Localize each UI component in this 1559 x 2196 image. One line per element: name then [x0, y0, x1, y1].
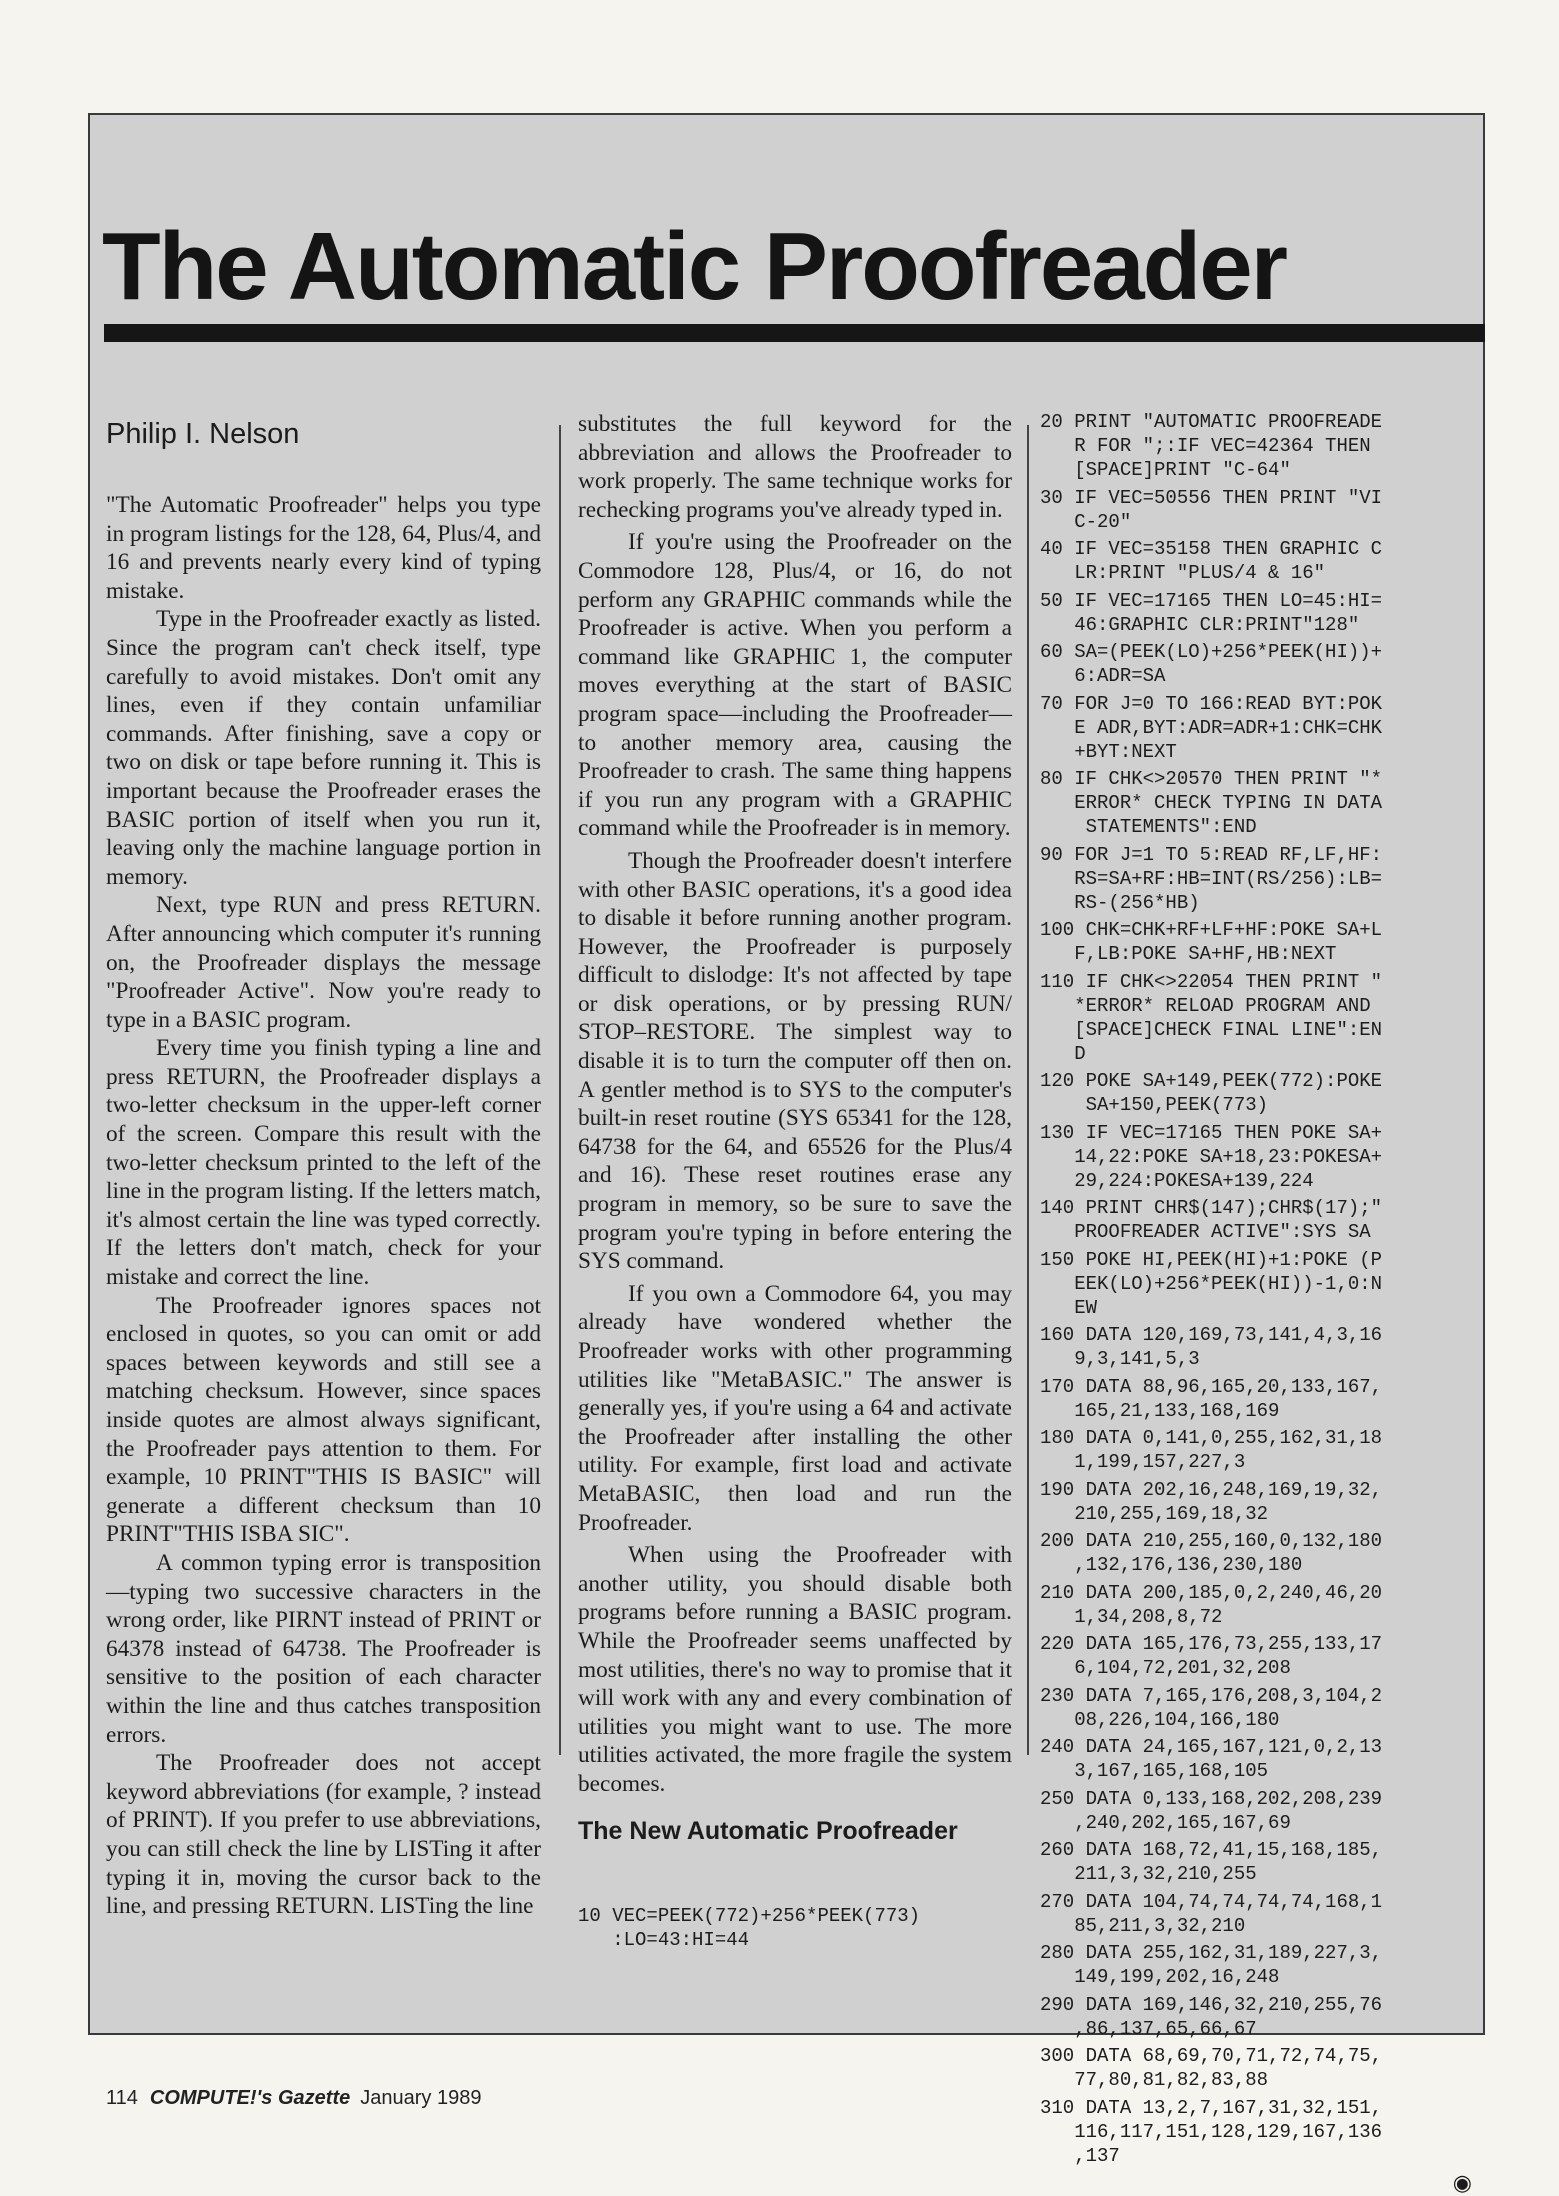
- listing-line: 310 DATA 13,2,7,167,31,32,151, 116,117,151,128,129,167,136 ,137: [1040, 2096, 1383, 2167]
- column-1-text: [106, 491, 541, 1921]
- listing-heading: The New Automatic Proofreader: [578, 1816, 958, 1845]
- article-title: The Automatic Proofreader: [102, 213, 1286, 320]
- listing-line: 200 DATA 210,255,160,0,132,180 ,132,176,136,230,180: [1040, 1530, 1383, 1576]
- paragraph: Next, type RUN and press RETURN. After announcing which computer it's running on, the Proofreader displays the message "Proofreader Active". Now you're ready to type in a BASIC program.: [106, 892, 541, 1033]
- listing-line: 260 DATA 168,72,41,15,168,185, 211,3,32,210,255: [1040, 1839, 1383, 1885]
- paragraph: When using the Proofreader with another utility, you should disable both programs before running a BASIC program. While the Proofreader seems unaffected by most utilities, there's no way to promise that it will work with any and every combination of utilities you might want to use. The more utilities activated, the more fragile the system becomes.: [578, 1542, 1012, 1797]
- listing-line: 220 DATA 165,176,73,255,133,17 6,104,72,201,32,208: [1040, 1633, 1383, 1679]
- listing-line: 70 FOR J=0 TO 166:READ BYT:POK E ADR,BYT:ADR=ADR+1:CHK=CHK +BYT:NEXT: [1040, 692, 1383, 763]
- listing-line: 140 PRINT CHR$(147);CHR$(17);" PROOFREADER ACTIVE":SYS SA: [1040, 1197, 1383, 1243]
- listing-line: 250 DATA 0,133,168,202,208,239 ,240,202,165,167,69: [1040, 1787, 1383, 1834]
- author-byline: Philip I. Nelson: [106, 418, 300, 450]
- listing-line: 120 POKE SA+149,PEEK(772):POKE SA+150,PEEK(773): [1040, 1070, 1383, 1116]
- column-2-text: [578, 410, 1012, 1799]
- title-rule: [104, 324, 1485, 342]
- paragraph: Though the Proofreader doesn't interfere with other BASIC operations, it's a good idea to disable it before running another program. However, the Proofreader is purposely difficult to dislodge: It's not affected by tape or disk operations, or by pressing RUN/ STOP–RESTORE. The simplest way to disable it is to turn the computer off then on. A gentler method is to SYS to the computer's built-in reset routine (SYS 65341 for the 128, 64738 for the 64, and 65526 for the Plus/4 and 16). These reset routines erase any program in memory, so be sure to save the program you're typing in before entering the SYS command.: [578, 847, 1012, 1275]
- listing-line: 130 IF VEC=17165 THEN POKE SA+ 14,22:POKE SA+18,23:POKESA+ 29,224:POKESA+139,224: [1040, 1121, 1383, 1192]
- listing-line: 180 DATA 0,141,0,255,162,31,18 1,199,157,227,3: [1040, 1427, 1383, 1473]
- listing-line: 290 DATA 169,146,32,210,255,76 ,86,137,65,66,67: [1040, 1993, 1383, 2040]
- listing-line: 30 IF VEC=50556 THEN PRINT "VI C-20": [1040, 486, 1383, 533]
- program-listing: [578, 1856, 1012, 2000]
- paragraph: Type in the Proofreader exactly as listed. Since the program can't check itself, type carefully to avoid mistakes. Don't omit any lines, even if they contain unfamiliar commands. After finishing, save a copy or two on disk or tape before running it. This is important because the Proofreader erases the BASIC portion of itself when you run it, leaving only the machine language portion in memory.: [106, 606, 541, 890]
- program-listing: [1040, 410, 1478, 2168]
- listing-line: 40 IF VEC=35158 THEN GRAPHIC C LR:PRINT "PLUS/4 & 16": [1040, 538, 1383, 584]
- listing-line: 110 IF CHK<>22054 THEN PRINT " *ERROR* RELOAD PROGRAM AND [SPACE]CHECK FINAL LINE":EN D: [1040, 970, 1383, 1065]
- column-divider: [559, 425, 561, 1755]
- paragraph: A common typing error is transposition—typing two successive characters in the wrong order, like PIRNT instead of PRINT or 64378 instead of 64738. The Proofreader is sensitive to the position of each character within the line and thus catches transposition errors.: [106, 1549, 541, 1748]
- paragraph: If you own a Commodore 64, you may already have wondered whether the Proofreader works with other programming utilities like "MetaBASIC." The answer is generally yes, if you're using a 64 and activate the Proofreader after installing the other utility. For example, first load and activate MetaBASIC, then load and run the Proofreader.: [578, 1280, 1012, 1536]
- listing-line: 190 DATA 202,16,248,169,19,32, 210,255,169,18,32: [1040, 1478, 1383, 1525]
- paragraph: substitutes the full keyword for the abbreviation and allows the Proofreader to work properly. The same technique works for rechecking programs you've already typed in.: [578, 411, 1012, 523]
- listing-line: 280 DATA 255,162,31,189,227,3, 149,199,202,16,248: [1040, 1942, 1383, 1988]
- column-1: [106, 410, 541, 1921]
- listing-line: 160 DATA 120,169,73,141,4,3,16 9,3,141,5,3: [1040, 1324, 1383, 1370]
- listing-line: 100 CHK=CHK+RF+LF+HF:POKE SA+L F,LB:POKE SA+HF,HB:NEXT: [1040, 919, 1383, 965]
- issue-date: January 1989: [360, 2087, 482, 2109]
- listing-line: 300 DATA 68,69,70,71,72,74,75, 77,80,81,82,83,88: [1040, 2045, 1383, 2091]
- listing-line: 170 DATA 88,96,165,20,133,167, 165,21,133,168,169: [1040, 1375, 1383, 1422]
- listing-line: 150 POKE HI,PEEK(HI)+1:POKE (P EEK(LO)+256*PEEK(HI))-1,0:N EW: [1040, 1248, 1383, 1319]
- listing-line: 240 DATA 24,165,167,121,0,2,13 3,167,165,168,105: [1040, 1736, 1383, 1782]
- paragraph: If you're using the Proofreader on the Commodore 128, Plus/4, or 16, do not perform any GRAPHIC commands while the Proofreader is active. When you perform a command like GRAPHIC 1, the computer moves everything at the start of BASIC program space—including the Proofreader—to another memory area, causing the Proofreader to crash. The same thing happens if you run any program with a GRAPHIC command while the Proofreader is in memory.: [578, 529, 1012, 842]
- paragraph: The Proofreader does not accept keyword abbreviations (for example, ? instead of PRINT). If you prefer to use abbreviations, you can still check the line by LISTing it after typing it in, moving the cursor back to the line, and pressing RETURN. LISTing the line: [106, 1750, 541, 1920]
- listing-line: 230 DATA 7,165,176,208,3,104,2 08,226,104,166,180: [1040, 1684, 1383, 1731]
- end-of-article-icon: ◉: [1452, 2171, 1472, 2196]
- listing-line: 80 IF CHK<>20570 THEN PRINT "* ERROR* CHECK TYPING IN DATA STATEMENTS":END: [1040, 768, 1383, 838]
- listing-line: 90 FOR J=1 TO 5:READ RF,LF,HF: RS=SA+RF:HB=INT(RS/256):LB= RS-(256*HB): [1040, 843, 1383, 914]
- page-number: 114: [106, 2087, 138, 2109]
- paragraph: The Proofreader ignores spaces not enclosed in quotes, so you can omit or add spaces between keywords and still see a matching checksum. However, since spaces inside quotes are almost always significant, the Proofreader pays attention to them. For example, 10 PRINT"THIS IS BASIC" will generate a different checksum than 10 PRINT"THIS ISBA SIC".: [106, 1292, 541, 1548]
- column-3: [1040, 410, 1478, 2196]
- magazine-name: COMPUTE!'s Gazette: [149, 2087, 351, 2109]
- paragraph: "The Automatic Proofreader" helps you type in program listings for the 128, 64, Plus/4, and 16 and prevents nearly every kind of typing mistake.: [106, 492, 541, 604]
- paragraph: Every time you finish typing a line and press RETURN, the Proofreader displays a two-letter checksum in the upper-left corner of the screen. Compare this result with the two-letter checksum printed to the left of the line in the program listing. If the letters match, it's almost certain the line was typed correctly. If the letters don't match, check for your mistake and correct the line.: [106, 1035, 541, 1291]
- listing-line: 210 DATA 200,185,0,2,240,46,20 1,34,208,8,72: [1040, 1581, 1383, 1628]
- listing-line: 10 VEC=PEEK(772)+256*PEEK(773) :LO=43:HI=44: [578, 1904, 921, 1951]
- listing-line: 60 SA=(PEEK(LO)+256*PEEK(HI))+ 6:ADR=SA: [1040, 641, 1383, 687]
- page-footer: [106, 2087, 481, 2110]
- listing-line: 20 PRINT "AUTOMATIC PROOFREADE R FOR ";:IF VEC=42364 THEN [SPACE]PRINT "C-64": [1040, 411, 1383, 481]
- listing-line: 270 DATA 104,74,74,74,74,168,1 85,211,3,32,210: [1040, 1890, 1383, 1937]
- listing-line: 50 IF VEC=17165 THEN LO=45:HI= 46:GRAPHIC CLR:PRINT"128": [1040, 589, 1383, 636]
- column-divider: [1027, 425, 1029, 1755]
- column-2: [578, 410, 1012, 2000]
